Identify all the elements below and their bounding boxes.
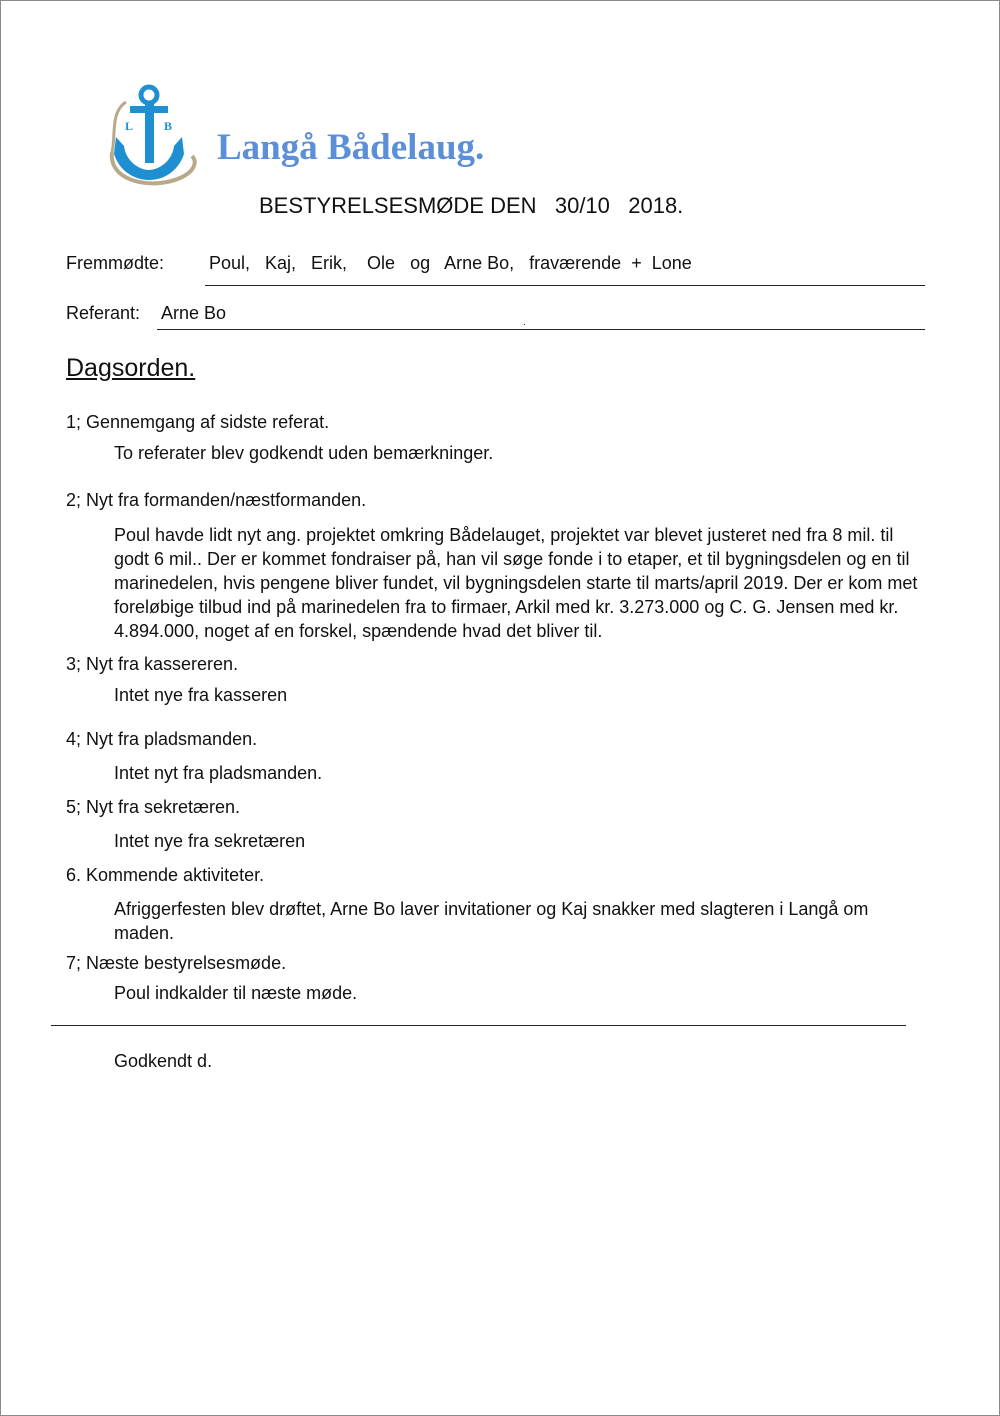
agenda-item-3-body: Intet nye fra kasseren — [114, 685, 288, 705]
footer-divider — [51, 1025, 906, 1026]
logo-letter-b: B — [164, 119, 173, 133]
referent-underline — [157, 329, 925, 330]
agenda-heading: Dagsorden. — [66, 354, 196, 382]
attendees-label: Fremmødte: — [66, 253, 165, 273]
logo-letter-l: L — [125, 119, 134, 133]
agenda-item-6-body: Afriggerfesten blev drøftet, Arne Bo laver invitationer og Kaj snakker med slagteren i Langå om maden. — [114, 899, 869, 943]
meeting-title: BESTYRELSESMØDE DEN 30/10 2018. — [259, 193, 684, 218]
agenda-item-3-heading: 3; Nyt fra kassereren. — [66, 654, 239, 674]
agenda-item-4-body: Intet nyt fra pladsmanden. — [114, 763, 323, 783]
attendees-underline — [205, 285, 925, 286]
agenda-item-2-body: Poul havde lidt nyt ang. projektet omkring Bådelauget, projektet var blevet justeret ned fra 8 mil. til godt 6 mil.. Der er kommet fondraiser på, han vil søge fonde i to etaper, et til bygningsdelen og en til marinedelen, hvis pengene bliver fundet, vil bygningsdelen starte til marts/april 2019. Der er kom met foreløbige tilbud ind på marinedelen fra to firmaer, Arkil med kr. 3.273.000 og C. G. Jensen med kr. 4.894.000, noget af en forskel, spændende hvad det bliver til. — [114, 525, 918, 641]
agenda-item-7-body: Poul indkalder til næste møde. — [114, 983, 358, 1003]
organization-name: Langå Bådelaug. — [217, 127, 485, 168]
agenda-item-6-heading: 6. Kommende aktiviteter. — [66, 865, 265, 885]
referent-mark: . — [523, 317, 526, 328]
referent-label: Referant: — [66, 303, 141, 323]
agenda-item-1-heading: 1; Gennemgang af sidste referat. — [66, 412, 330, 432]
anchor-logo-icon — [108, 82, 198, 186]
agenda-item-5-body: Intet nye fra sekretæren — [114, 831, 306, 851]
agenda-item-2-heading: 2; Nyt fra formanden/næstformanden. — [66, 490, 367, 510]
agenda-item-4-heading: 4; Nyt fra pladsmanden. — [66, 729, 258, 749]
agenda-item-5-heading: 5; Nyt fra sekretæren. — [66, 797, 241, 817]
referent-value: Arne Bo — [161, 303, 227, 323]
agenda-item-7-heading: 7; Næste bestyrelsesmøde. — [66, 953, 287, 973]
approved-label: Godkendt d. — [114, 1051, 213, 1071]
agenda-item-1-body: To referater blev godkendt uden bemærkninger. — [114, 443, 494, 463]
attendees-value: Poul, Kaj, Erik, Ole og Arne Bo, fraværende + Lone — [209, 253, 692, 273]
